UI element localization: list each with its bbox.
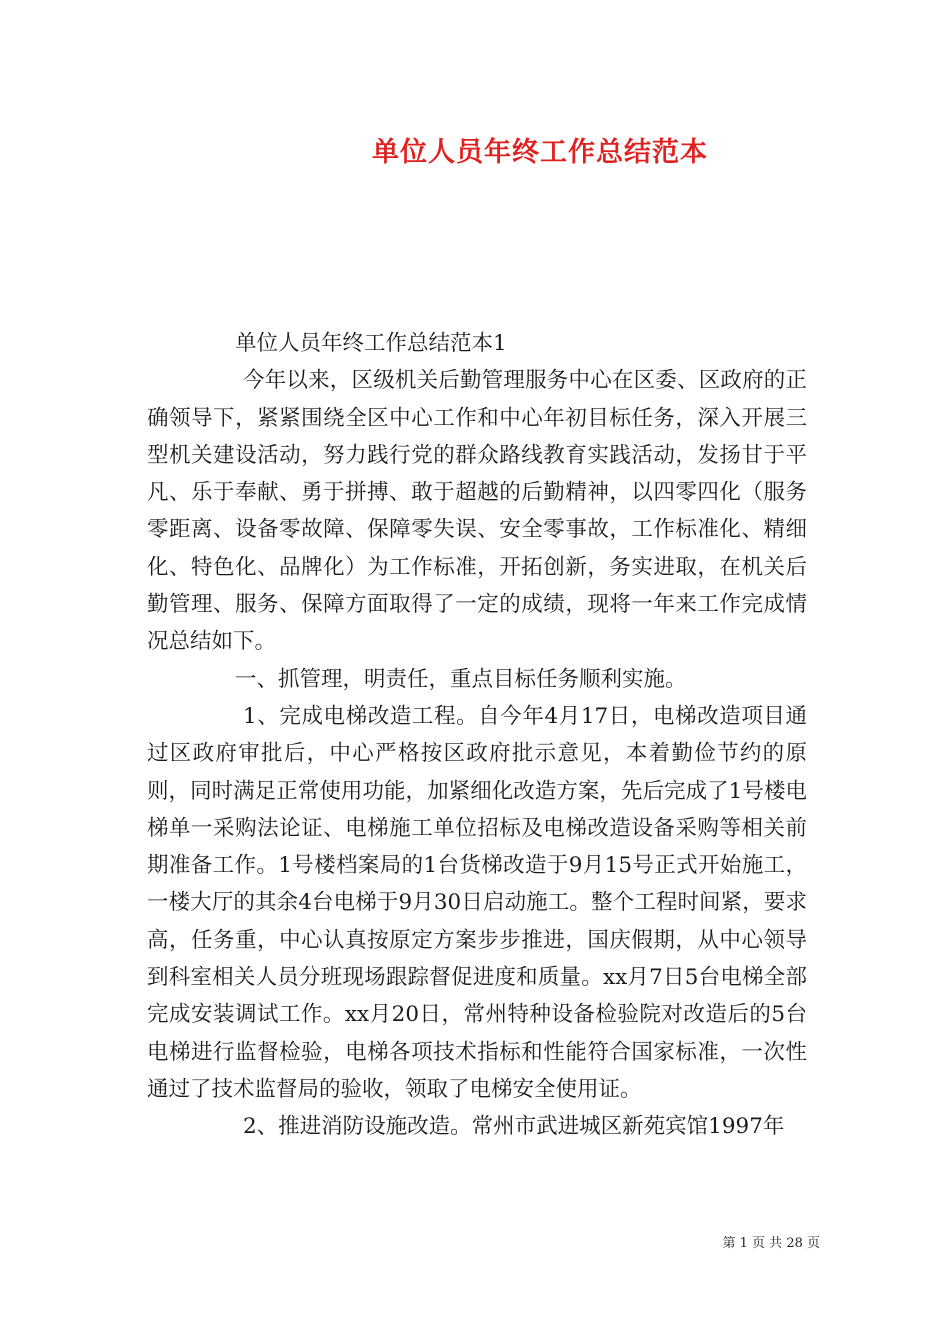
document-title: 单位人员年终工作总结范本 bbox=[372, 137, 708, 168]
paragraph-fire-safety: 2、推进消防设施改造。常州市武进城区新苑宾馆1997年 bbox=[243, 1114, 785, 1140]
paragraph-intro: 今年以来，区级机关后勤管理服务中心在区委、区政府的正确领导下，紧紧围绕全区中心工作和中心年初目标任务，深入开展三型机关建设活动，努力践行党的群众路线教育实践活动，发扬甘于平凡、乐于奉献、勇于拼搏、敢于超越的后勤精神，以四零四化（服务零距离、设备零故障、保障零失误、安全零事故，工作标准化、精细化、特色化、品牌化）为工作标准，开拓创新，务实进取，在机关后勤管理、服务、保障方面取得了一定的成绩，现将一年来工作完成情况总结如下。 bbox=[147, 368, 807, 655]
paragraph-elevator: 1、完成电梯改造工程。自今年4月17日，电梯改造项目通过区政府审批后，中心严格按区政府批示意见，本着勤俭节约的原则，同时满足正常使用功能，加紧细化改造方案，先后完成了1号楼电梯单一采购法论证、电梯施工单位招标及电梯改造设备采购等相关前期准备工作。1号楼档案局的1台货梯改造于9月15号正式开始施工，一楼大厅的其余4台电梯于9月30日启动施工。整个工程时间紧，要求高，任务重，中心认真按原定方案步步推进，国庆假期，从中心领导到科室相关人员分班现场跟踪督促进度和质量。xx月7日5台电梯全部完成安装调试工作。xx月20日，常州特种设备检验院对改造后的5台电梯进行监督检验，电梯各项技术指标和性能符合国家标准，一次性通过了技术监督局的验收，领取了电梯安全使用证。 bbox=[147, 703, 807, 1102]
document-body bbox=[147, 325, 807, 1146]
page-number: 第 1 页 共 28 页 bbox=[722, 1236, 820, 1251]
document-subtitle: 单位人员年终工作总结范本1 bbox=[235, 331, 507, 356]
section-heading-1: 一、抓管理，明责任，重点目标任务顺利实施。 bbox=[235, 666, 687, 692]
